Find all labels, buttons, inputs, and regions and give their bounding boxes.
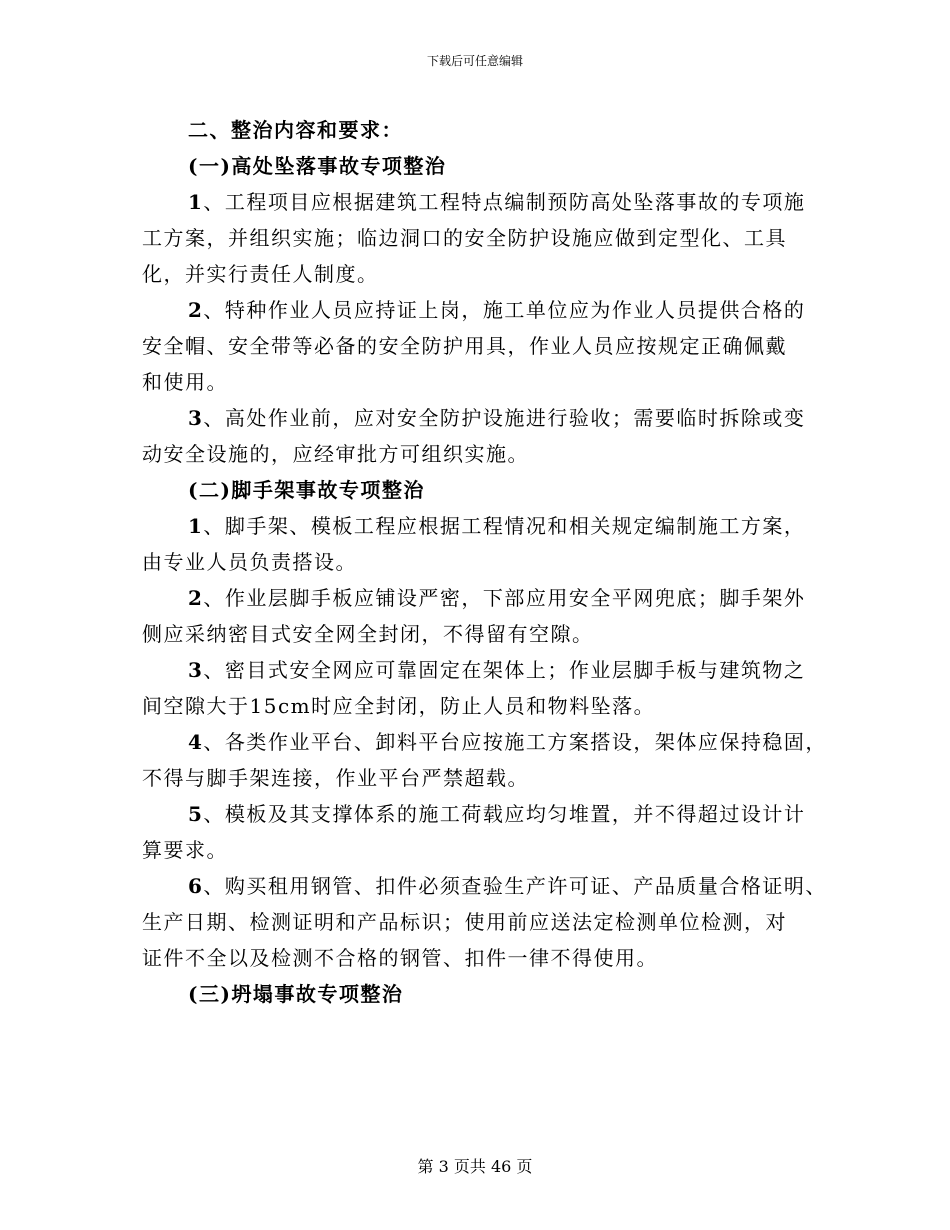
paragraph-line: 算要求。 <box>142 838 228 862</box>
paragraph-line <box>142 652 812 688</box>
item-text: 、购买租用钢管、扣件必须查验生产许可证、产品质量合格证明、 <box>203 874 827 898</box>
item-number: 3 <box>188 658 204 682</box>
section-2-heading: (二)脚手架事故专项整治 <box>188 478 425 502</box>
paragraph-line: 不得与脚手架连接，作业平台严禁超载。 <box>142 766 529 790</box>
page-number: 第 3 页共 46 页 <box>417 1157 533 1176</box>
paragraph-line: 化，并实行责任人制度。 <box>142 262 379 286</box>
document-body <box>142 112 827 1012</box>
item-text: 、特种作业人员应持证上岗，施工单位应为作业人员提供合格的 <box>203 298 806 322</box>
paragraph-line <box>142 868 827 904</box>
paragraph-line: 生产日期、检测证明和产品标识；使用前应送法定检测单位检测，对 <box>142 910 787 934</box>
paragraph-line <box>142 724 827 760</box>
item-number: 4 <box>188 730 204 754</box>
paragraph-line <box>142 184 812 220</box>
item-text: 、脚手架、模板工程应根据工程情况和相关规定编制施工方案， <box>203 514 806 538</box>
item-number: 3 <box>188 406 204 430</box>
item-number: 2 <box>188 298 204 322</box>
item-text: 、各类作业平台、卸料平台应按施工方案搭设，架体应保持稳固， <box>203 730 827 754</box>
item-number: 2 <box>188 586 204 610</box>
paragraph-line: 侧应采纳密目式安全网全封闭，不得留有空隙。 <box>142 622 594 646</box>
item-text: 、高处作业前，应对安全防护设施进行验收；需要临时拆除或变 <box>203 406 806 430</box>
item-number: 5 <box>188 802 204 826</box>
item-text: 、模板及其支撑体系的施工荷载应均匀堆置，并不得超过设计计 <box>203 802 806 826</box>
item-text: 、工程项目应根据建筑工程特点编制预防高处坠落事故的专项施 <box>203 190 806 214</box>
paragraph-line <box>142 508 812 544</box>
item-text: 、作业层脚手板应铺设严密，下部应用安全平网兜底；脚手架外 <box>203 586 806 610</box>
section-1-heading: (一)高处坠落事故专项整治 <box>188 154 447 178</box>
item-number: 1 <box>188 514 204 538</box>
item-number: 1 <box>188 190 204 214</box>
paragraph-line: 间空隙大于15cm时应全封闭，防止人员和物料坠落。 <box>142 694 656 718</box>
paragraph-line <box>142 400 812 436</box>
section-3-heading: (三)坍塌事故专项整治 <box>188 982 404 1006</box>
paragraph-line <box>142 292 812 328</box>
item-number: 6 <box>188 874 204 898</box>
paragraph-line <box>142 796 812 832</box>
item-text: 、密目式安全网应可靠固定在架体上；作业层脚手板与建筑物之 <box>203 658 806 682</box>
page-header-note: 下载后可任意编辑 <box>426 54 523 68</box>
paragraph-line <box>142 580 812 616</box>
paragraph-line: 和使用。 <box>142 370 228 394</box>
paragraph-line: 由专业人员负责搭设。 <box>142 550 357 574</box>
main-heading: 二、整治内容和要求： <box>188 118 403 142</box>
paragraph-line: 动安全设施的，应经审批方可组织实施。 <box>142 442 529 466</box>
paragraph-line: 安全帽、安全带等必备的安全防护用具，作业人员应按规定正确佩戴 <box>142 334 787 358</box>
paragraph-line: 证件不全以及检测不合格的钢管、扣件一律不得使用。 <box>142 946 658 970</box>
paragraph-line: 工方案，并组织实施；临边洞口的安全防护设施应做到定型化、工具 <box>142 226 787 250</box>
